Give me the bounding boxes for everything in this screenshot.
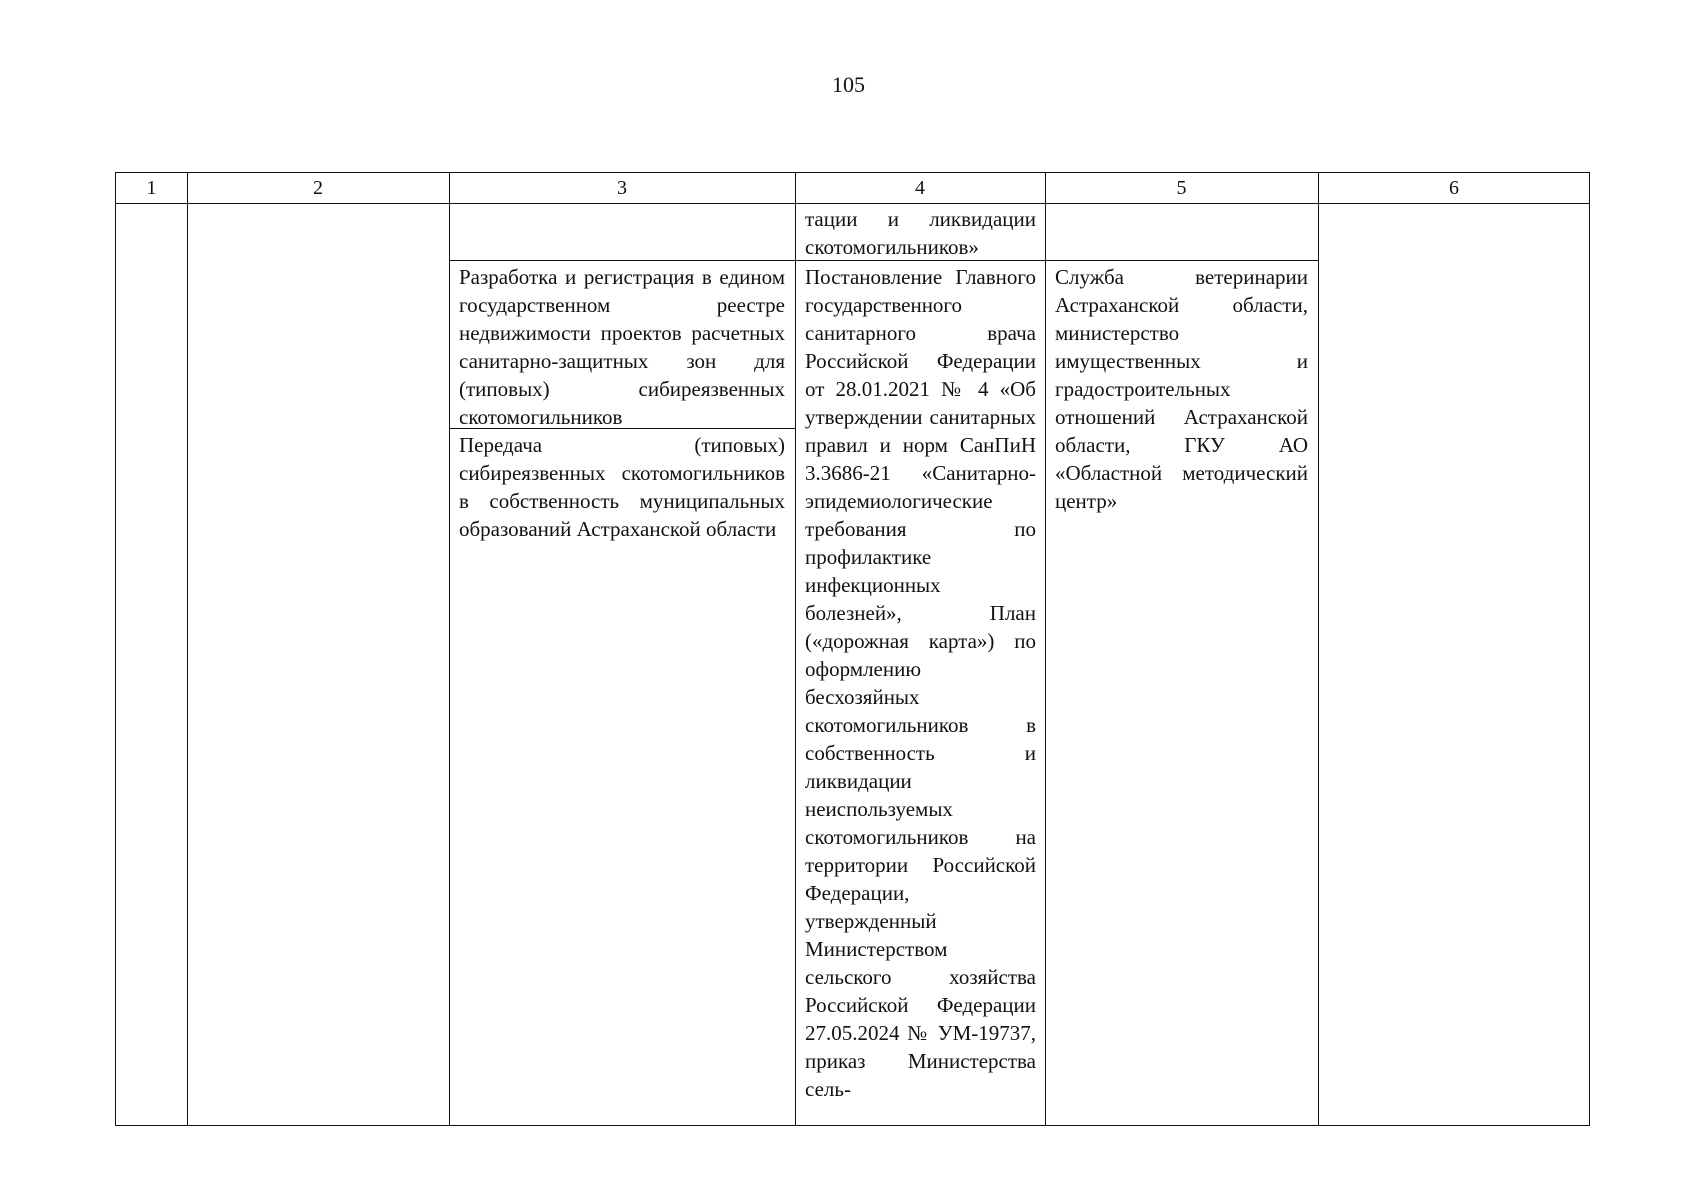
cell-measure-registration: Разработка и регистрация в едином государственном реестре недвижимости проектов расчетных санитарно-защитных зон для (типовых) сибиреязвенных скотомогильников	[459, 265, 785, 429]
table	[115, 172, 1590, 1126]
column-divider	[187, 173, 188, 1125]
row-divider	[449, 260, 795, 261]
column-divider	[449, 173, 450, 1125]
cell-responsible-executors: Служба ветеринарии Астраханской области, министерство имущественных и градостроительных отношений Астраханской области, ГКУ АО «Областной методический центр»	[1055, 265, 1308, 513]
column-divider	[1045, 173, 1046, 1125]
column-header-4: 4	[915, 177, 925, 199]
table-header-row	[116, 173, 1589, 204]
column-header-5: 5	[1176, 177, 1187, 199]
column-divider	[795, 173, 796, 1125]
row-divider	[1045, 260, 1318, 261]
cell-legal-basis-continuation: тации и ликвидации скотомогильников»	[805, 207, 1036, 259]
column-header-1: 1	[146, 177, 157, 199]
cell-legal-basis: Постановление Главного государственного санитарного врача Российской Федерации от 28.01.2021 № 4 «Об утверждении санитарных правил и норм СанПиН 3.3686-21 «Санитарно-эпидемиологические требования по профилактике инфекционных болезней», План («дорожная карта») по оформлению бесхозяйных скотомогильников в собственность и ликвидации неиспользуемых скотомогильников на территории Российской Федерации, утвержденный Министерством сельского хозяйства Российской Федерации 27.05.2024 № УМ-19737, приказ Министерства сель-	[805, 265, 1036, 1101]
column-header-6: 6	[1449, 177, 1459, 199]
cell-measure-transfer: Передача (типовых) сибиреязвенных скотомогильников в собственность муниципальных образований Астраханской области	[459, 433, 785, 541]
column-header-2: 2	[313, 177, 323, 199]
column-divider	[1318, 173, 1319, 1125]
column-header-3: 3	[617, 177, 627, 199]
page-number: 105	[832, 72, 865, 97]
